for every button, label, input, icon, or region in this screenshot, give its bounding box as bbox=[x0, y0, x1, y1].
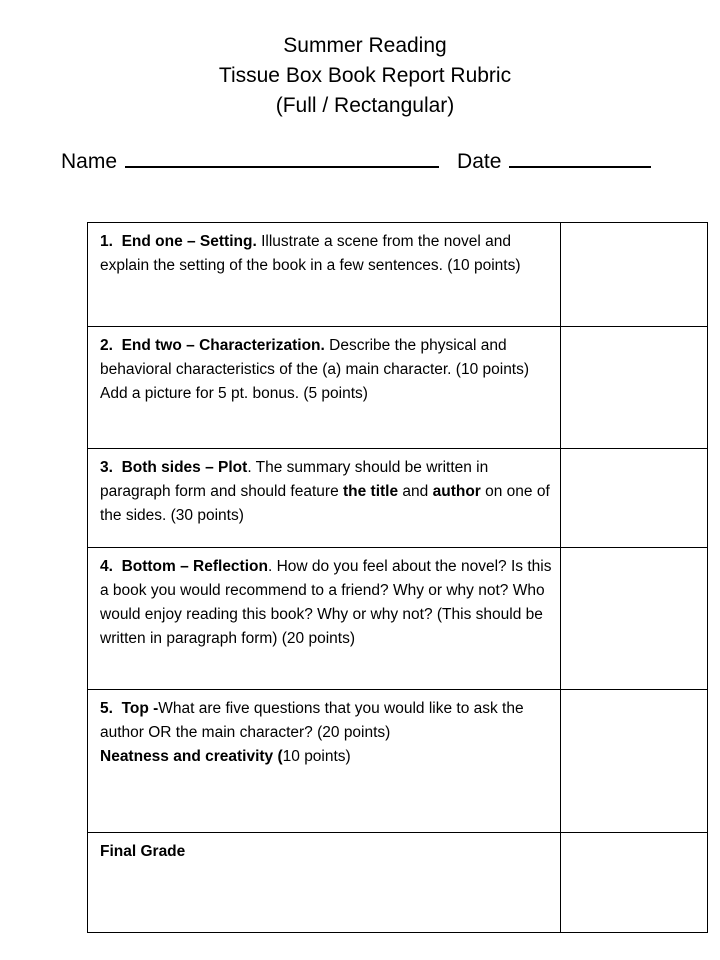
rubric-row-reflection bbox=[88, 548, 708, 690]
name-blank[interactable] bbox=[125, 148, 439, 168]
title-line-1: Summer Reading bbox=[283, 34, 447, 57]
item-number: 3. bbox=[100, 459, 113, 476]
item-extra-text: 10 points) bbox=[282, 748, 351, 765]
score-cell[interactable] bbox=[561, 223, 708, 327]
item-label: End one – Setting. bbox=[121, 233, 257, 250]
rubric-table bbox=[87, 222, 708, 933]
item-text: Describe the physical and behavioral characteristics of the (a) main character. (10 points) Add a picture for 5 pt. bonus. (5 points) bbox=[100, 337, 530, 402]
rubric-row-setting bbox=[88, 223, 708, 327]
document-title bbox=[0, 31, 720, 121]
score-cell[interactable] bbox=[561, 690, 708, 833]
name-label: Name bbox=[61, 150, 118, 173]
final-grade-label: Final Grade bbox=[100, 843, 186, 860]
title-line-2: Tissue Box Book Report Rubric bbox=[218, 64, 512, 87]
item-text: Illustrate a scene from the novel and explain the setting of the book in a few sentences. (10 points) bbox=[100, 233, 521, 274]
rubric-row-top bbox=[88, 690, 708, 833]
item-label: End two – Characterization. bbox=[121, 337, 325, 354]
item-number: 1. bbox=[100, 233, 113, 250]
item-text: on one of the sides. (30 points) bbox=[100, 483, 550, 524]
rubric-description bbox=[88, 327, 561, 449]
name-date-line bbox=[61, 148, 651, 176]
rubric-row-final-grade bbox=[88, 833, 708, 933]
rubric-description bbox=[88, 223, 561, 327]
rubric-description bbox=[88, 548, 561, 690]
item-label: Both sides – Plot bbox=[121, 459, 248, 476]
item-label: Top - bbox=[121, 700, 159, 717]
item-label: Bottom – Reflection bbox=[121, 558, 268, 575]
item-text: . The summary should be written in paragraph form and should feature bbox=[100, 459, 489, 500]
item-bold-author: author bbox=[432, 483, 481, 500]
item-text: and bbox=[398, 483, 433, 500]
date-label: Date bbox=[457, 150, 502, 173]
item-bold-title: the title bbox=[343, 483, 399, 500]
rubric-description bbox=[88, 449, 561, 548]
item-text: . How do you feel about the novel? Is this a book you would recommend to a friend? Why or why not? Who would enjoy reading this book? Why or why not? (This should be written in paragraph form) (20 points) bbox=[100, 558, 552, 647]
item-number: 5. bbox=[100, 700, 113, 717]
rubric-description bbox=[88, 833, 561, 933]
item-number: 4. bbox=[100, 558, 113, 575]
rubric-row-characterization bbox=[88, 327, 708, 449]
score-cell[interactable] bbox=[561, 327, 708, 449]
score-cell[interactable] bbox=[561, 548, 708, 690]
item-text: What are five questions that you would like to ask the author OR the main character? (20 points) bbox=[100, 700, 524, 741]
final-grade-cell[interactable] bbox=[561, 833, 708, 933]
item-number: 2. bbox=[100, 337, 113, 354]
date-blank[interactable] bbox=[509, 148, 651, 168]
score-cell[interactable] bbox=[561, 449, 708, 548]
item-extra-bold: Neatness and creativity ( bbox=[100, 748, 283, 765]
rubric-row-plot bbox=[88, 449, 708, 548]
title-line-3: (Full / Rectangular) bbox=[275, 94, 455, 117]
rubric-description bbox=[88, 690, 561, 833]
